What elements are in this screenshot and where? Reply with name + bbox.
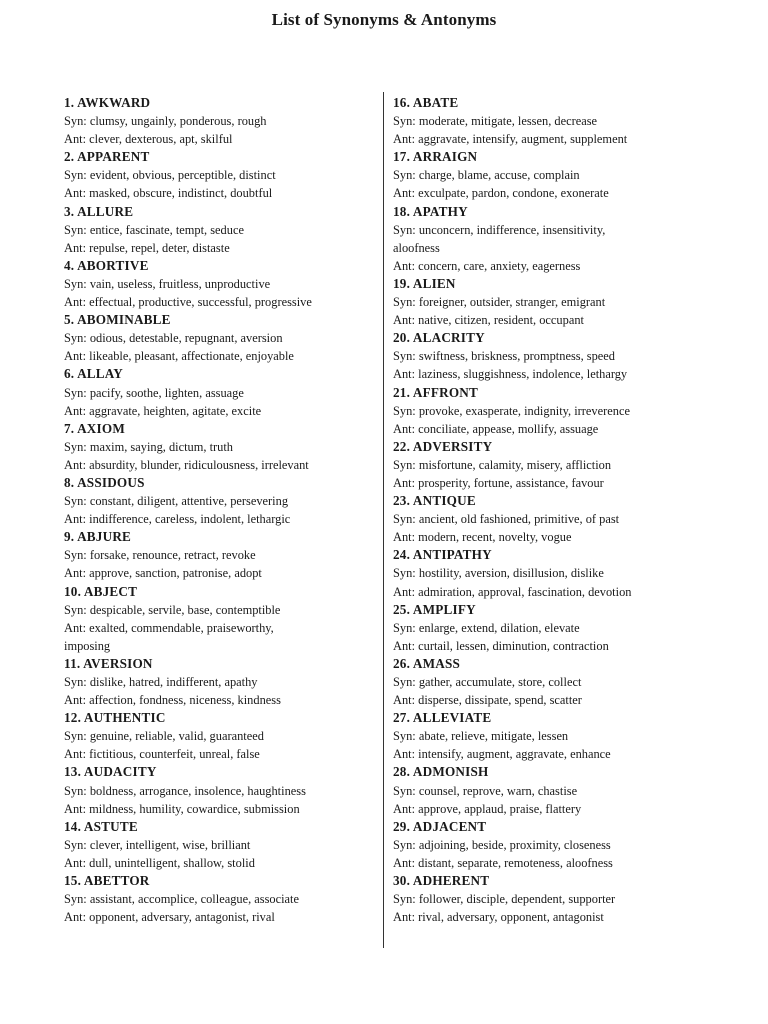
entry-number: 30. (393, 873, 411, 889)
word-entry (393, 709, 718, 763)
antonyms-line: Ant: effectual, productive, successful, progressive (64, 295, 312, 310)
entry-word: ANTIQUE (412, 493, 476, 509)
entry-word: ABORTIVE (77, 257, 149, 273)
headword (393, 492, 718, 510)
antonyms-line: Ant: curtail, lessen, diminution, contraction (393, 638, 609, 653)
word-entry (393, 148, 718, 202)
synonyms-line: Syn: abate, relieve, mitigate, lessen (393, 729, 569, 744)
antonyms-line: Ant: fictitious, counterfeit, unreal, false (64, 747, 260, 762)
word-entry (64, 311, 404, 365)
entry-word: AMASS (412, 655, 461, 671)
entry-number: 7. (64, 420, 75, 436)
entry-number: 6. (64, 366, 75, 382)
entry-word: AXIOM (77, 420, 125, 436)
headword (393, 818, 718, 836)
synonyms-line: Syn: odious, detestable, repugnant, aversion (64, 331, 283, 346)
right-column (393, 94, 718, 926)
antonyms-line: Ant: intensify, augment, aggravate, enhance (393, 747, 611, 762)
antonyms-line: Ant: admiration, approval, fascination, devotion (393, 584, 632, 599)
entry-word: ALIEN (412, 275, 456, 291)
antonyms-line: Ant: repulse, repel, deter, distaste (64, 240, 230, 255)
synonyms-line: Syn: provoke, exasperate, indignity, irreverence (393, 403, 630, 418)
entry-word: ARRAIGN (412, 149, 478, 165)
antonyms-line: Ant: rival, adversary, opponent, antagonist (393, 910, 604, 925)
antonyms-line: Ant: affection, fondness, niceness, kindness (64, 693, 281, 708)
entry-word: ABJECT (83, 583, 138, 599)
headword (64, 872, 404, 890)
synonyms-line: Syn: moderate, mitigate, lessen, decrease (393, 114, 598, 129)
antonyms-line: Ant: dull, unintelligent, shallow, stolid (64, 855, 255, 870)
headword (64, 528, 404, 546)
entry-number: 3. (64, 203, 75, 219)
word-entry (393, 438, 718, 492)
entry-word: ABETTOR (83, 873, 150, 889)
antonyms-line: Ant: absurdity, blunder, ridiculousness, irrelevant (64, 457, 309, 472)
entry-word: ASSIDOUS (77, 474, 145, 490)
entry-number: 23. (393, 493, 411, 509)
synonyms-line: Syn: swiftness, briskness, promptness, speed (393, 349, 615, 364)
word-entry (64, 583, 404, 655)
entry-word: ALACRITY (412, 330, 485, 346)
synonyms-line: Syn: forsake, renounce, retract, revoke (64, 548, 256, 563)
word-entry (393, 492, 718, 546)
antonyms-line: Ant: opponent, adversary, antagonist, rival (64, 910, 275, 925)
headword (64, 655, 404, 673)
entry-word: ALLEVIATE (412, 710, 492, 726)
entry-number: 15. (64, 873, 82, 889)
antonyms-line: Ant: approve, applaud, praise, flattery (393, 801, 582, 816)
headword (64, 94, 404, 112)
headword (64, 763, 404, 781)
synonyms-line: Syn: unconcern, indifference, insensitivity, (393, 222, 606, 237)
word-entry (64, 474, 404, 528)
entry-number: 18. (393, 203, 411, 219)
entry-number: 28. (393, 764, 411, 780)
synonyms-line: Syn: boldness, arrogance, insolence, haughtiness (64, 783, 306, 798)
entry-word: ABOMINABLE (77, 312, 171, 328)
entry-word: AUDACITY (83, 764, 157, 780)
antonyms-line: Ant: laziness, sluggishness, indolence, lethargy (393, 367, 628, 382)
headword (393, 438, 718, 456)
entry-word: ANTIPATHY (412, 547, 492, 563)
word-entry (64, 528, 404, 582)
antonyms-line: Ant: modern, recent, novelty, vogue (393, 530, 572, 545)
synonyms-line: Syn: maxim, saying, dictum, truth (64, 439, 233, 454)
synonyms-line: Syn: hostility, aversion, disillusion, dislike (393, 566, 604, 581)
antonyms-line: Ant: aggravate, intensify, augment, supplement (393, 132, 628, 147)
antonyms-line: Ant: exculpate, pardon, condone, exonerate (393, 186, 609, 201)
word-entry (393, 601, 718, 655)
antonyms-line: Ant: exalted, commendable, praiseworthy, (64, 620, 274, 635)
word-entry (64, 872, 404, 926)
entry-word: ADVERSITY (412, 438, 493, 454)
entry-word: AVERSION (83, 655, 153, 671)
headword (393, 709, 718, 727)
entry-word: AFFRONT (412, 384, 479, 400)
entry-number: 13. (64, 764, 82, 780)
headword (64, 709, 404, 727)
antonyms-line: Ant: clever, dexterous, apt, skilful (64, 132, 233, 147)
entry-number: 17. (393, 149, 411, 165)
antonyms-line: Ant: mildness, humility, cowardice, submission (64, 801, 300, 816)
entry-word: AWKWARD (77, 95, 151, 110)
headword (64, 583, 404, 601)
synonyms-line: Syn: charge, blame, accuse, complain (393, 168, 580, 183)
word-entry (64, 94, 404, 148)
synonyms-line: Syn: dislike, hatred, indifferent, apathy (64, 675, 258, 689)
entry-word: AMPLIFY (412, 601, 476, 617)
headword (393, 546, 718, 564)
synonyms-line: Syn: vain, useless, fruitless, unproductive (64, 276, 271, 291)
word-entry (393, 384, 718, 438)
antonyms-line: Ant: prosperity, fortune, assistance, favour (393, 475, 604, 490)
entry-number: 21. (393, 384, 411, 400)
synonyms-line: Syn: genuine, reliable, valid, guaranteed (64, 729, 264, 744)
antonyms-line: Ant: masked, obscure, indistinct, doubtful (64, 186, 273, 201)
word-entry (393, 872, 718, 926)
entry-word: ABJURE (77, 529, 132, 545)
synonyms-line: Syn: misfortune, calamity, misery, affliction (393, 457, 612, 472)
entry-number: 26. (393, 655, 411, 671)
antonyms-line: Ant: aggravate, heighten, agitate, excite (64, 403, 262, 418)
word-entry (64, 257, 404, 311)
synonyms-line: Syn: counsel, reprove, warn, chastise (393, 783, 578, 798)
entry-number: 24. (393, 547, 411, 563)
word-entry (64, 763, 404, 817)
synonyms-line: Syn: foreigner, outsider, stranger, emigrant (393, 295, 606, 310)
word-entry (64, 655, 404, 709)
headword (64, 420, 404, 438)
entry-word: ASTUTE (83, 818, 138, 834)
entry-number: 22. (393, 438, 411, 454)
headword (393, 148, 718, 166)
entry-word: APPARENT (77, 149, 150, 165)
word-entry (393, 203, 718, 275)
headword (393, 601, 718, 619)
synonyms-line: Syn: follower, disciple, dependent, supporter (393, 892, 616, 907)
synonyms-line: Syn: assistant, accomplice, colleague, associate (64, 892, 299, 907)
synonyms-line: Syn: enlarge, extend, dilation, elevate (393, 620, 580, 635)
antonyms-line: Ant: likeable, pleasant, affectionate, enjoyable (64, 349, 294, 364)
entry-number: 12. (64, 710, 82, 726)
antonyms-line: Ant: distant, separate, remoteness, aloofness (393, 855, 613, 870)
headword (393, 384, 718, 402)
entry-number: 4. (64, 257, 75, 273)
word-entry (393, 94, 718, 148)
antonyms-line: Ant: concern, care, anxiety, eagerness (393, 258, 581, 273)
word-entry (393, 275, 718, 329)
entry-word: APATHY (412, 203, 468, 219)
entry-number: 25. (393, 601, 411, 617)
word-entry (393, 329, 718, 383)
headword (393, 203, 718, 221)
antonyms-line: Ant: conciliate, appease, mollify, assuage (393, 421, 599, 436)
headword (64, 818, 404, 836)
word-entry (393, 546, 718, 600)
entry-word: ALLAY (77, 366, 124, 382)
synonyms-line: Syn: pacify, soothe, lighten, assuage (64, 385, 244, 400)
synonyms-line: Syn: evident, obvious, perceptible, distinct (64, 168, 276, 183)
synonyms-line: Syn: adjoining, beside, proximity, closeness (393, 837, 611, 852)
entry-number: 11. (64, 655, 81, 671)
word-entry (64, 709, 404, 763)
entry-number: 27. (393, 710, 411, 726)
word-entry (393, 655, 718, 709)
antonyms-line: imposing (64, 638, 111, 653)
entry-number: 29. (393, 818, 411, 834)
headword (64, 257, 404, 275)
antonyms-line: Ant: approve, sanction, patronise, adopt (64, 566, 262, 581)
headword (393, 275, 718, 293)
entry-word: AUTHENTIC (83, 710, 166, 726)
headword (64, 203, 404, 221)
entry-number: 20. (393, 330, 411, 346)
entry-number: 14. (64, 818, 82, 834)
antonyms-line: Ant: indifference, careless, indolent, lethargic (64, 512, 291, 527)
headword (64, 365, 404, 383)
entry-number: 9. (64, 529, 75, 545)
headword (64, 311, 404, 329)
entry-number: 1. (64, 95, 75, 110)
word-entry (64, 203, 404, 257)
entry-number: 8. (64, 474, 75, 490)
page-title: List of Synonyms & Antonyms (271, 10, 497, 29)
entry-number: 16. (393, 95, 411, 110)
word-entry (64, 365, 404, 419)
left-column (64, 94, 404, 926)
entry-word: ADHERENT (412, 873, 490, 889)
synonyms-line: aloofness (393, 240, 440, 255)
entry-word: ADJACENT (412, 818, 487, 834)
synonyms-line: Syn: clumsy, ungainly, ponderous, rough (64, 114, 267, 129)
antonyms-line: Ant: disperse, dissipate, spend, scatter (393, 693, 582, 708)
word-entry (393, 763, 718, 817)
synonyms-line: Syn: entice, fascinate, tempt, seduce (64, 222, 244, 237)
headword (393, 94, 718, 112)
synonyms-line: Syn: ancient, old fashioned, primitive, of past (393, 512, 620, 527)
entry-word: ALLURE (77, 203, 134, 219)
word-entry (393, 818, 718, 872)
word-entry (64, 420, 404, 474)
headword (64, 148, 404, 166)
entry-word: ABATE (412, 95, 459, 110)
headword (393, 872, 718, 890)
synonyms-line: Syn: constant, diligent, attentive, persevering (64, 494, 289, 509)
headword (393, 763, 718, 781)
entry-number: 19. (393, 275, 411, 291)
synonyms-line: Syn: clever, intelligent, wise, brilliant (64, 837, 251, 852)
entry-number: 2. (64, 149, 75, 165)
antonyms-line: Ant: native, citizen, resident, occupant (393, 313, 584, 328)
entry-number: 5. (64, 312, 75, 328)
word-entry (64, 148, 404, 202)
headword (64, 474, 404, 492)
entry-number: 10. (64, 583, 82, 599)
word-entry (64, 818, 404, 872)
headword (393, 655, 718, 673)
entry-word: ADMONISH (412, 764, 489, 780)
synonyms-line: Syn: despicable, servile, base, contemptible (64, 602, 281, 617)
headword (393, 329, 718, 347)
synonyms-line: Syn: gather, accumulate, store, collect (393, 675, 582, 689)
